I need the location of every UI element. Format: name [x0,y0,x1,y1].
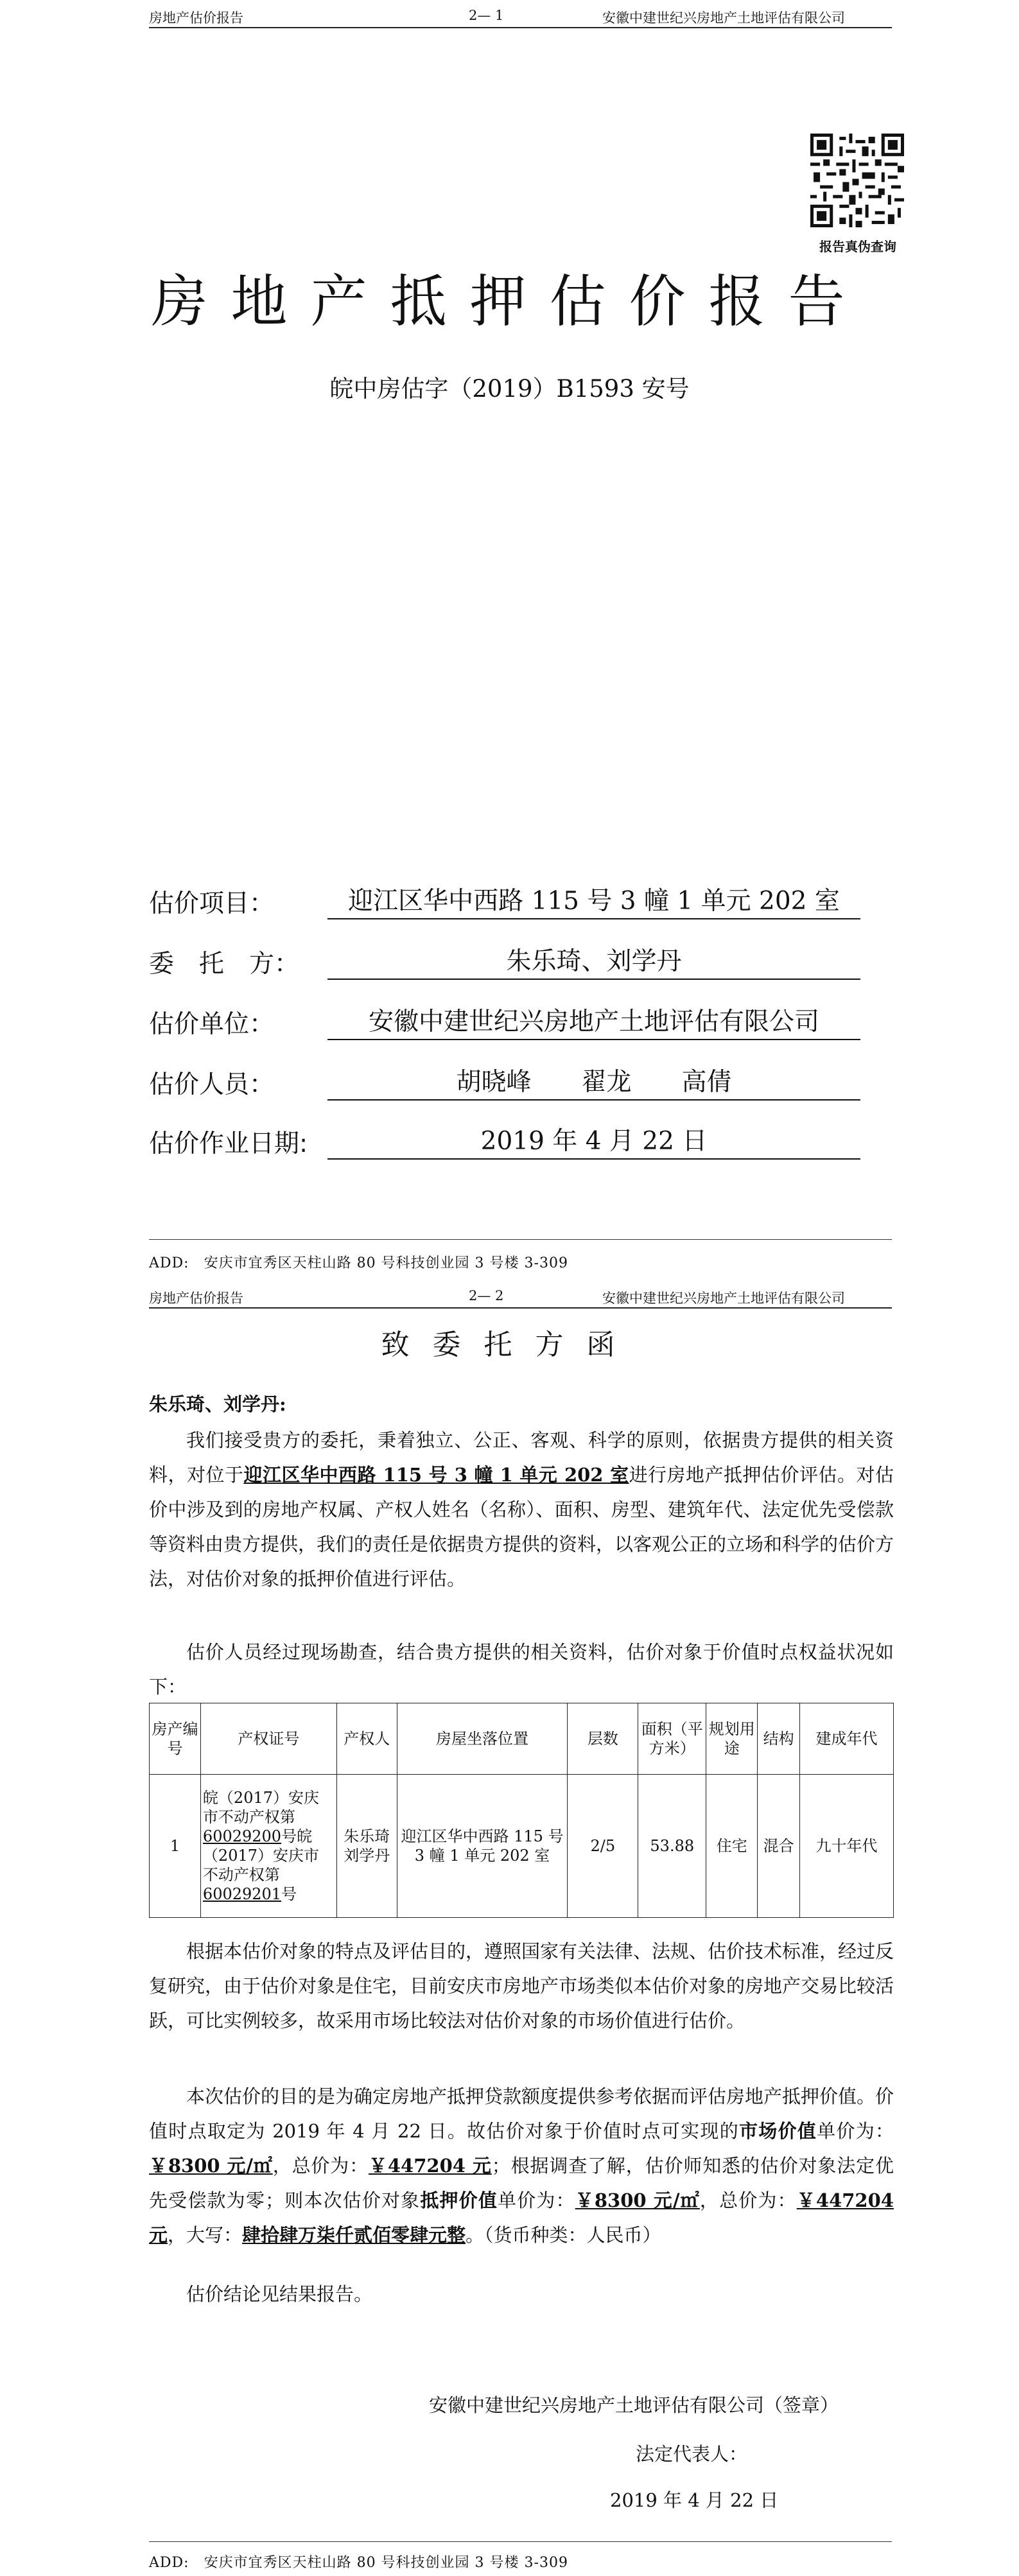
p4-t2: 单价为： [817,2120,894,2142]
header-left: 房地产估价报告 [149,10,243,26]
th-area: 面积（平方米） [638,1703,706,1775]
cert-b-prefix: 皖（2017）安庆市不动产权第 [202,1827,319,1884]
client-value: 朱乐琦、刘学丹 [327,941,860,980]
th-structure: 结构 [758,1703,800,1775]
p4-mortgage-value: 抵押价值 [420,2189,498,2211]
footer-rule [149,1239,892,1240]
report-number: 皖中房估字（2019）B1593 安号 [329,375,690,403]
p4-t6: ，总价为： [699,2189,797,2211]
cert-a-end: 号 [281,1827,297,1845]
cell-cert [200,1775,336,1918]
cell-structure: 混合 [758,1775,800,1918]
header-right: 安徽中建世纪兴房地产土地评估有限公司 [602,10,845,26]
letter-paragraph-5: 估价结论见结果报告。 [186,2283,373,2305]
info-row-date [149,1121,860,1160]
appraisers-value: 胡晓峰 翟龙 高倩 [327,1062,860,1101]
project-label: 估价项目： [149,889,275,918]
letter-paragraph-1 [149,1423,894,1596]
qr-caption: 报告真伪查询 [819,239,896,254]
p1-text-a: 我们接受贵方的委托，秉着独立、公正、客观、科学的原则，依据贵方提供的相关资料，对位于 [149,1429,894,1486]
cell-use: 住宅 [706,1775,758,1918]
cert-a-number: 60029200 [202,1827,282,1845]
p4-total-price: ￥447204 元 [369,2155,492,2177]
info-row-company [149,1002,860,1040]
p4-t7: ，大写： [168,2224,243,2246]
p4-t3: ，总价为： [272,2155,369,2177]
cell-area: 53.88 [638,1775,706,1918]
th-use: 规划用途 [706,1703,758,1775]
property-table [149,1703,894,1918]
th-owner: 产权人 [336,1703,397,1775]
sign-date: 2019 年 4 月 22 日 [610,2489,779,2511]
sign-company: 安徽中建世纪兴房地产土地评估有限公司（签章） [429,2394,839,2416]
qr-code-icon [810,134,904,227]
footer-rule-p2 [149,2541,892,2542]
info-row-client [149,941,860,980]
header-page-number-p2: 2— 2 [469,1288,504,1303]
header-rule-p2 [149,1307,892,1309]
p4-t8: 。（货币种类：人民币） [466,2224,661,2246]
p4-amount-in-words: 肆拾肆万柒仟贰佰零肆元整 [242,2224,466,2246]
cell-owner: 朱乐琦 刘学丹 [336,1775,397,1918]
th-year: 建成年代 [800,1703,894,1775]
cell-no: 1 [150,1775,201,1918]
p4-t4: ；根据调查了解，估价师知悉的估价对象法定优先受偿款为零；则本次估价对象 [149,2155,894,2211]
header-rule [149,27,892,28]
p4-mortgage-unit-price: ￥8300 元/㎡ [575,2189,700,2211]
project-value: 迎江区华中西路 115 号 3 幢 1 单元 202 室 [327,881,860,919]
info-row-project [149,881,860,919]
header-left-p2: 房地产估价报告 [149,1291,243,1306]
p4-market-value: 市场价值 [738,2120,817,2142]
company-label: 估价单位： [149,1010,275,1039]
p4-unit-price: ￥8300 元/㎡ [149,2155,273,2177]
cert-a-prefix: 皖（2017）安庆市不动产权第 [202,1789,319,1826]
cert-b-end: 号 [281,1885,297,1903]
letter-paragraph-2: 估价人员经过现场勘查，结合贵方提供的相关资料，估价对象于价值时点权益状况如下： [149,1641,894,1698]
th-no: 房产编号 [150,1703,201,1775]
letter-paragraph-4 [149,2079,894,2252]
sign-legal-rep: 法定代表人： [636,2443,748,2465]
cell-floors: 2/5 [568,1775,638,1918]
p4-mortgage-total-price: ￥447204 元 [149,2189,894,2246]
cert-b-number: 60029201 [202,1885,282,1903]
table-header-row [150,1703,894,1775]
header-right-p2: 安徽中建世纪兴房地产土地评估有限公司 [602,1291,845,1306]
appraisers-label: 估价人员： [149,1070,275,1099]
table-row [150,1775,894,1918]
cell-location: 迎江区华中西路 115 号 3 幢 1 单元 202 室 [397,1775,568,1918]
p1-text-b: 进行房地产抵押估价评估。对估价中涉及到的房地产权属、产权人姓名（名称）、面积、房型、建筑年代、法定优先受偿款等资料由贵方提供，我们的责任是依据贵方提供的资料，以客观公正的立场和科学的估价方法，对估价对象的抵押价值进行评估。 [149,1464,894,1590]
letter-title: 致委托方函 [381,1328,638,1361]
th-location: 房屋坐落位置 [397,1703,568,1775]
th-floors: 层数 [568,1703,638,1775]
letter-paragraph-3: 根据本估价对象的特点及评估目的，遵照国家有关法律、法规、估价技术标准，经过反复研究，由于估价对象是住宅，目前安庆市房地产市场类似本估价对象的房地产交易比较活跃，可比实例较多，故采用市场比较法对估价对象的市场价值进行估价。 [149,1940,894,2032]
footer-address-p2: ADD: 安庆市宜秀区天柱山路 80 号科技创业园 3 号楼 3-309 [149,2555,568,2571]
p4-t5: 单价为： [498,2189,575,2211]
cell-year: 九十年代 [800,1775,894,1918]
p1-address: 迎江区华中西路 115 号 3 幢 1 单元 202 室 [243,1464,629,1486]
footer-address: ADD: 安庆市宜秀区天柱山路 80 号科技创业园 3 号楼 3-309 [149,1255,568,1271]
date-label: 估价作业日期: [149,1129,308,1158]
letter-salutation: 朱乐琦、刘学丹: [149,1393,286,1415]
company-value: 安徽中建世纪兴房地产土地评估有限公司 [327,1002,860,1040]
cover-title: 房地产抵押估价报告 [151,268,868,335]
p4-t1: 本次估价的目的是为确定房地产抵押贷款额度提供参考依据而评估房地产抵押价值。价值时点取定为 2019 年 4 月 22 日。故估价对象于价值时点可实现的 [149,2085,894,2142]
date-value: 2019 年 4 月 22 日 [327,1121,860,1160]
th-cert: 产权证号 [200,1703,336,1775]
info-row-appraisers [149,1062,860,1101]
header-page-number: 2— 1 [469,8,504,23]
client-label: 委 托 方： [149,950,300,979]
